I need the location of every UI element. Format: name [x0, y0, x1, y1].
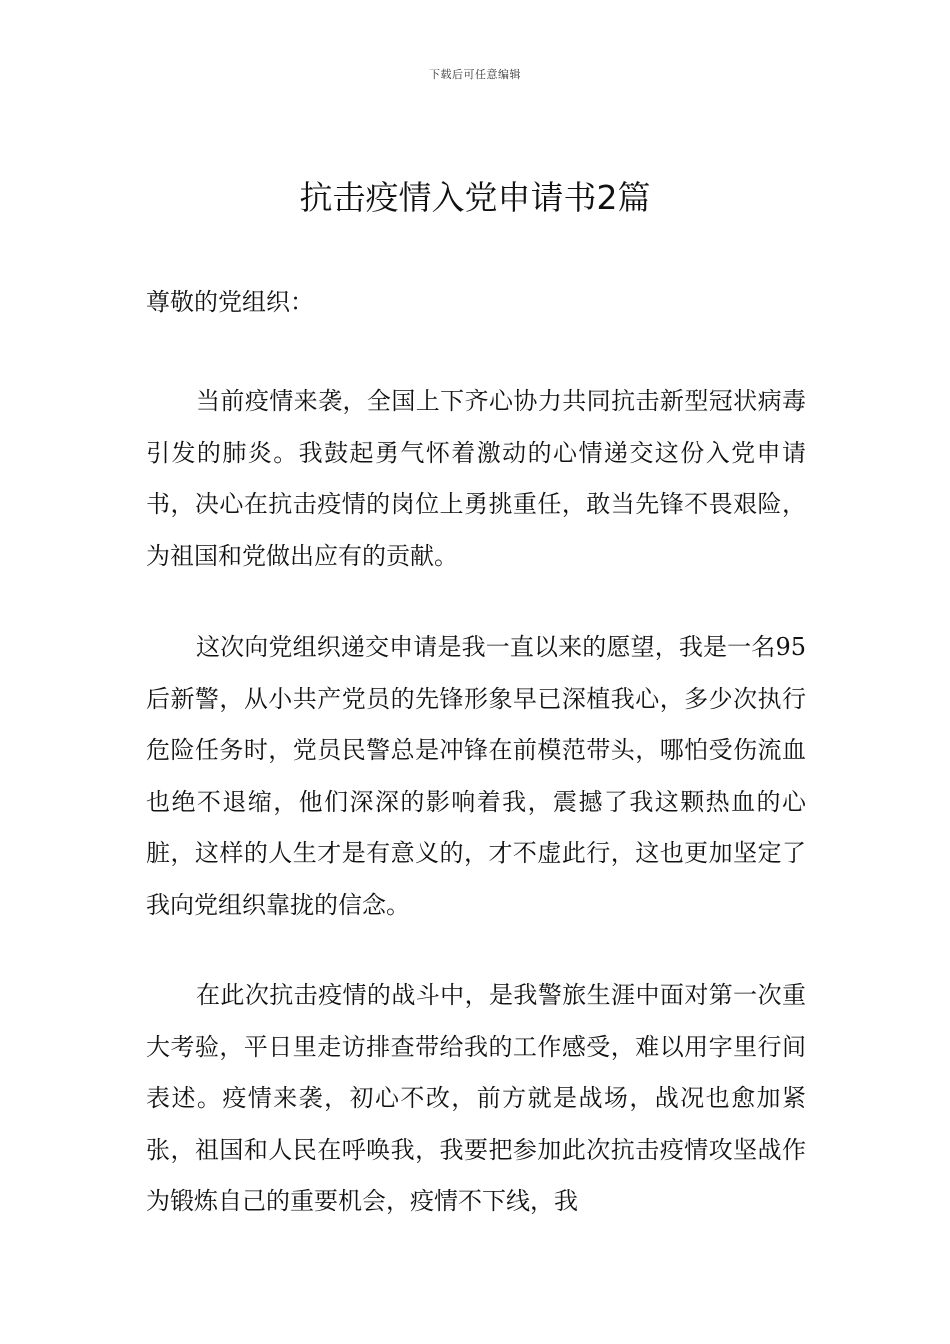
- header-note: 下载后可任意编辑: [429, 68, 521, 81]
- paragraph-2: 这次向党组织递交申请是我一直以来的愿望，我是一名95后新警，从小共产党员的先锋形象早已深植我心，多少次执行危险任务时，党员民警总是冲锋在前模范带头，哪怕受伤流血也绝不退缩，他们深深的影响着我，震撼了我这颗热血的心脏，这样的人生才是有意义的，才不虚此行，这也更加坚定了我向党组织靠拢的信念。: [146, 633, 806, 919]
- document-title: 抗击疫情入党申请书2篇: [299, 178, 651, 217]
- paragraph-1: 当前疫情来袭，全国上下齐心协力共同抗击新型冠状病毒引发的肺炎。我鼓起勇气怀着激动的心情递交这份入党申请书，决心在抗击疫情的岗位上勇挑重任，敢当先锋不畏艰险，为祖国和党做出应有的贡献。: [146, 387, 806, 570]
- paragraph-3: 在此次抗击疫情的战斗中，是我警旅生涯中面对第一次重大考验，平日里走访排查带给我的工作感受，难以用字里行间表述。疫情来袭，初心不改，前方就是战场，战况也愈加紧张，祖国和人民在呼唤我，我要把参加此次抗击疫情攻坚战作为锻炼自己的重要机会，疫情不下线，我: [146, 981, 806, 1215]
- salutation: 尊敬的党组织：: [146, 288, 314, 316]
